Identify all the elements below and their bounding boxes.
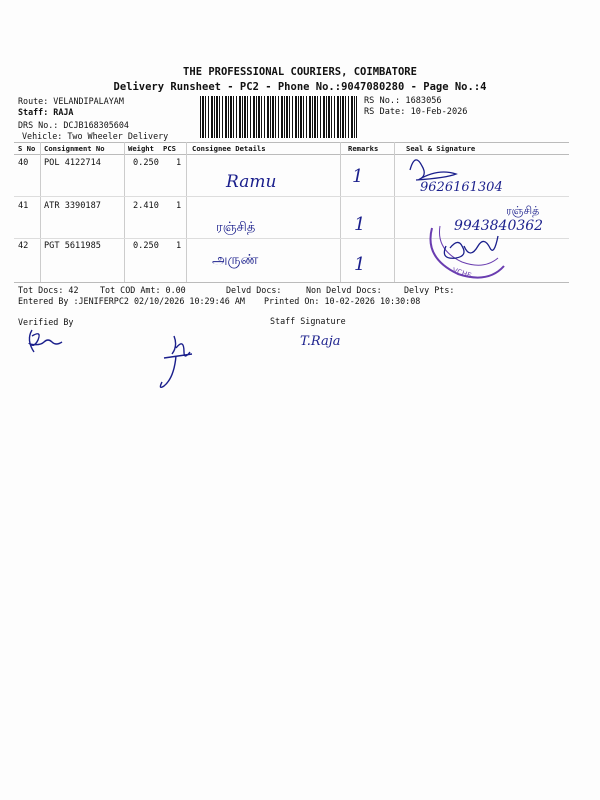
row-consignment: POL 4122714 — [44, 158, 101, 168]
staff-signature-handwriting: T.Raja — [300, 334, 341, 349]
row-weight: 0.250 — [133, 241, 159, 251]
row-consignee-handwriting: ரஞ்சித் — [216, 220, 256, 235]
row-pcs: 1 — [176, 241, 182, 251]
row-sno: 40 — [18, 158, 29, 168]
row-sno: 42 — [18, 241, 29, 251]
row-remark-handwriting: 1 — [354, 254, 366, 275]
row-sno: 41 — [18, 201, 29, 211]
row-weight: 0.250 — [133, 158, 159, 168]
row-pcs: 1 — [176, 201, 182, 211]
verified-by-label: Verified By — [18, 317, 74, 327]
col-consignment: Consignment No — [44, 144, 105, 153]
rs-date: RS Date: 10-Feb-2026 — [364, 107, 468, 117]
entered-by: Entered By :JENIFERPC2 02/10/2026 10:29:46 AM — [18, 296, 245, 306]
row-name-handwriting: ரஞ்சித் — [506, 204, 540, 217]
printed-on: Printed On: 10-02-2026 10:30:08 — [264, 296, 421, 306]
non-delivered-docs: Non Delvd Docs: — [306, 285, 382, 295]
staff-signature-label: Staff Signature — [270, 316, 346, 326]
row-consignee-handwriting: அருண் — [212, 252, 259, 268]
col-sno: S No — [18, 144, 36, 153]
col-pcs: PCS — [163, 144, 176, 153]
staff-text: Staff: RAJA — [18, 107, 74, 117]
delivery-points: Delvy Pts: — [404, 285, 455, 295]
route-text: Route: VELANDIPALAYAM — [18, 96, 124, 106]
row-phone-handwriting: 9626161304 — [420, 180, 503, 195]
company-title: THE PROFESSIONAL COURIERS, COIMBATORE — [183, 66, 417, 78]
rs-number: RS No.: 1683056 — [364, 96, 442, 106]
total-docs: Tot Docs: 42 — [18, 285, 79, 295]
drs-number: DRS No.: DCJB168305604 — [18, 120, 129, 130]
row-consignment: PGT 5611985 — [44, 241, 101, 251]
row-remark-handwriting: 1 — [354, 214, 366, 235]
row-remark-handwriting: 1 — [352, 166, 364, 187]
total-cod-amount: Tot COD Amt: 0.00 — [100, 285, 186, 295]
col-consignee: Consignee Details — [192, 144, 266, 153]
row-phone-handwriting: 9943840362 — [454, 218, 544, 234]
row-consignee-handwriting: Ramu — [226, 172, 277, 192]
delivered-docs: Delvd Docs: — [226, 285, 282, 295]
col-seal-signature: Seal & Signature — [406, 144, 476, 153]
runsheet-subtitle: Delivery Runsheet - PC2 - Phone No.:9047080280 - Page No.:4 — [113, 81, 487, 93]
row-consignment: ATR 3390187 — [44, 201, 101, 211]
col-weight: Weight — [128, 144, 154, 153]
col-remarks: Remarks — [348, 144, 379, 153]
vehicle-text: Vehicle: Two Wheeler Delivery — [22, 131, 169, 141]
row-pcs: 1 — [176, 158, 182, 168]
svg-text:VCHE: VCHE — [451, 266, 473, 280]
row-weight: 2.410 — [133, 201, 159, 211]
